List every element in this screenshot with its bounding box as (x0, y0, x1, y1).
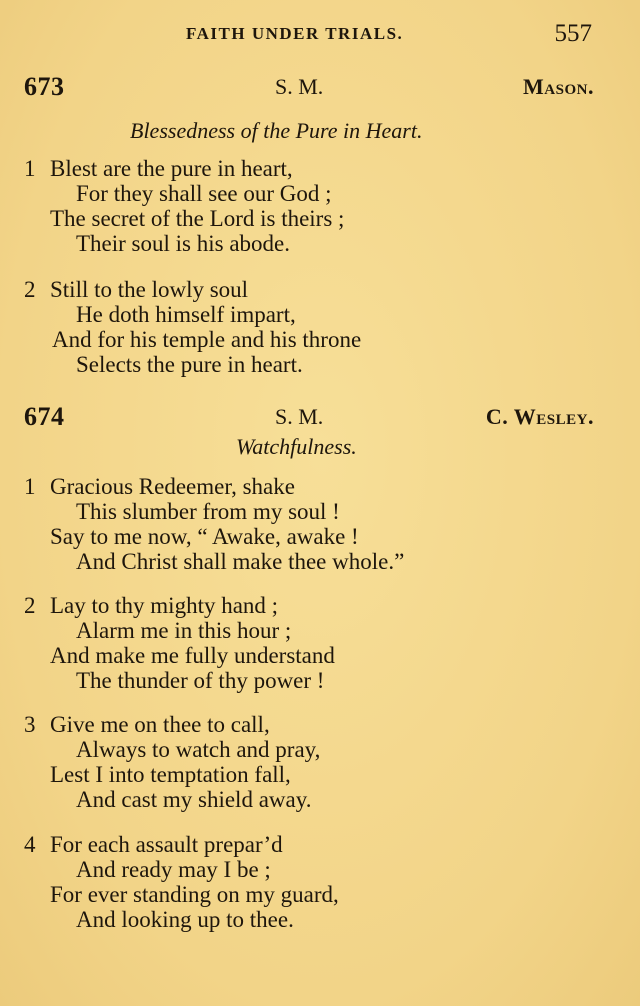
stanza-number: 1 (24, 474, 36, 499)
stanza-number: 2 (24, 593, 36, 618)
hymn-number: 674 (24, 402, 65, 431)
stanza-number: 3 (24, 712, 36, 737)
hymn-meter: S. M. (275, 404, 324, 429)
hymn-tune: Mason. (523, 74, 594, 99)
verse-line: For they shall see our God ; (76, 181, 332, 206)
verse-line: For ever standing on my guard, (50, 882, 339, 907)
verse-line: And make me fully understand (50, 643, 335, 668)
verse-line: Blest are the pure in heart, (50, 156, 293, 181)
verse-line: Say to me now, “ Awake, awake ! (50, 524, 359, 549)
stanza-number: 1 (24, 156, 36, 181)
hymn-title: Watchfulness. (236, 434, 357, 459)
verse-line: Lay to thy mighty hand ; (50, 593, 279, 618)
page-number: 557 (554, 20, 592, 47)
verse-line: Selects the pure in heart. (76, 352, 303, 377)
stanza-number: 2 (24, 277, 36, 302)
verse-line: And Christ shall make thee whole.” (76, 549, 405, 574)
verse-line: And cast my shield away. (76, 787, 312, 812)
verse-line: Lest I into temptation fall, (50, 762, 291, 787)
verse-line: And for his temple and his throne (52, 327, 362, 352)
hymn-tune: C. Wesley. (485, 404, 594, 429)
hymn-number: 673 (24, 72, 65, 101)
verse-line: Still to the lowly soul (50, 277, 249, 302)
verse-line: And looking up to thee. (76, 907, 294, 932)
verse-line: Gracious Redeemer, shake (50, 474, 295, 499)
hymn-title: Blessedness of the Pure in Heart. (130, 118, 423, 143)
verse-line: This slumber from my soul ! (76, 499, 340, 524)
verse-line: For each assault prepar’d (50, 832, 283, 857)
stanza-number: 4 (24, 832, 36, 857)
verse-line: Always to watch and pray, (76, 737, 321, 762)
running-head: FAITH UNDER TRIALS. (186, 24, 404, 43)
verse-line: The secret of the Lord is theirs ; (50, 206, 345, 231)
verse-line: Alarm me in this hour ; (76, 618, 292, 643)
hymn-meter: S. M. (275, 74, 324, 99)
verse-line: And ready may I be ; (76, 857, 271, 882)
verse-line: Give me on thee to call, (50, 712, 270, 737)
verse-line: The thunder of thy power ! (76, 668, 325, 693)
verse-line: He doth himself impart, (76, 302, 296, 327)
verse-line: Their soul is his abode. (76, 231, 290, 256)
